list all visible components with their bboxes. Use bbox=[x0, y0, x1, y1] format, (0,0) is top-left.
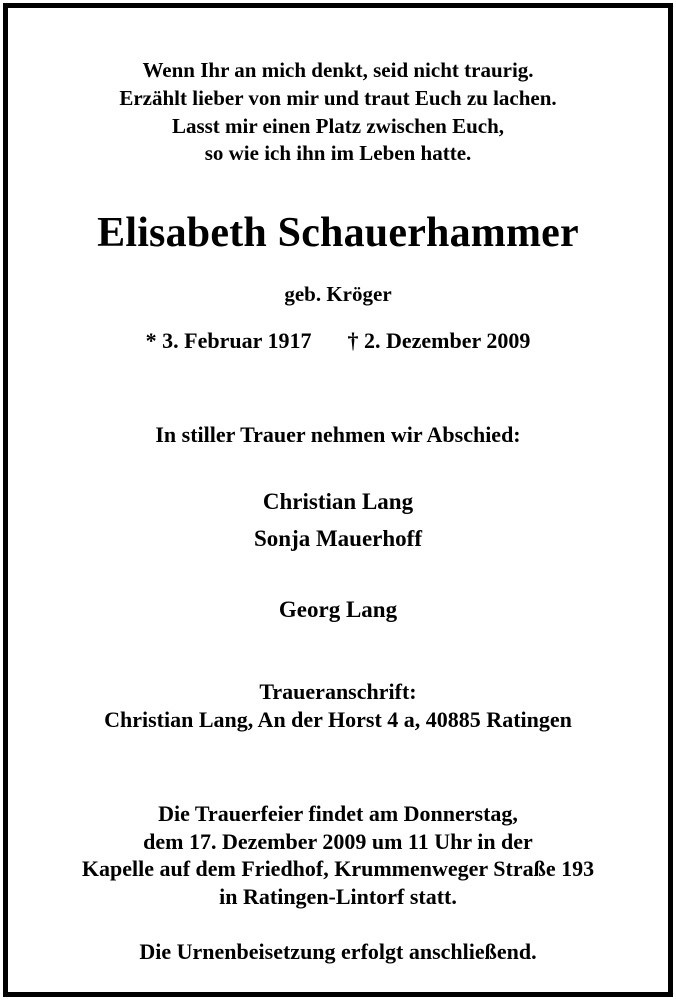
poem-line-2: Erzählt lieber von mir und traut Euch zu lachen. bbox=[119, 86, 557, 110]
ceremony-line-3: Kapelle auf dem Friedhof, Krummenweger Straße 193 bbox=[81, 856, 595, 881]
life-dates bbox=[0, 330, 676, 352]
death-date: † 2. Dezember 2009 bbox=[347, 328, 531, 353]
ceremony-line-4: in Ratingen-Lintorf statt. bbox=[219, 884, 457, 909]
poem-line-3: Lasst mir einen Platz zwischen Euch, bbox=[171, 114, 505, 138]
mourner-3: Georg Lang bbox=[278, 597, 398, 622]
urn-note: Die Urnenbeisetzung erfolgt anschließend. bbox=[139, 939, 537, 964]
ceremony-line-1: Die Trauerfeier findet am Donnerstag, bbox=[158, 801, 518, 826]
address-label: Traueranschrift: bbox=[259, 679, 417, 704]
poem-line-4: so wie ich ihn im Leben hatte. bbox=[204, 141, 472, 165]
address-value: Christian Lang, An der Horst 4 a, 40885 Ratingen bbox=[104, 707, 572, 732]
deceased-name: Elisabeth Schauerhammer bbox=[97, 210, 579, 256]
birth-date: * 3. Februar 1917 bbox=[145, 328, 312, 353]
birth-name: geb. Kröger bbox=[284, 282, 392, 306]
poem-line-1: Wenn Ihr an mich denkt, seid nicht traurig. bbox=[142, 58, 534, 82]
mourner-2: Sonja Mauerhoff bbox=[253, 526, 423, 551]
ceremony-line-2: dem 17. Dezember 2009 um 11 Uhr in der bbox=[143, 829, 533, 854]
mourning-line: In stiller Trauer nehmen wir Abschied: bbox=[155, 422, 521, 447]
mourner-1: Christian Lang bbox=[262, 489, 414, 514]
